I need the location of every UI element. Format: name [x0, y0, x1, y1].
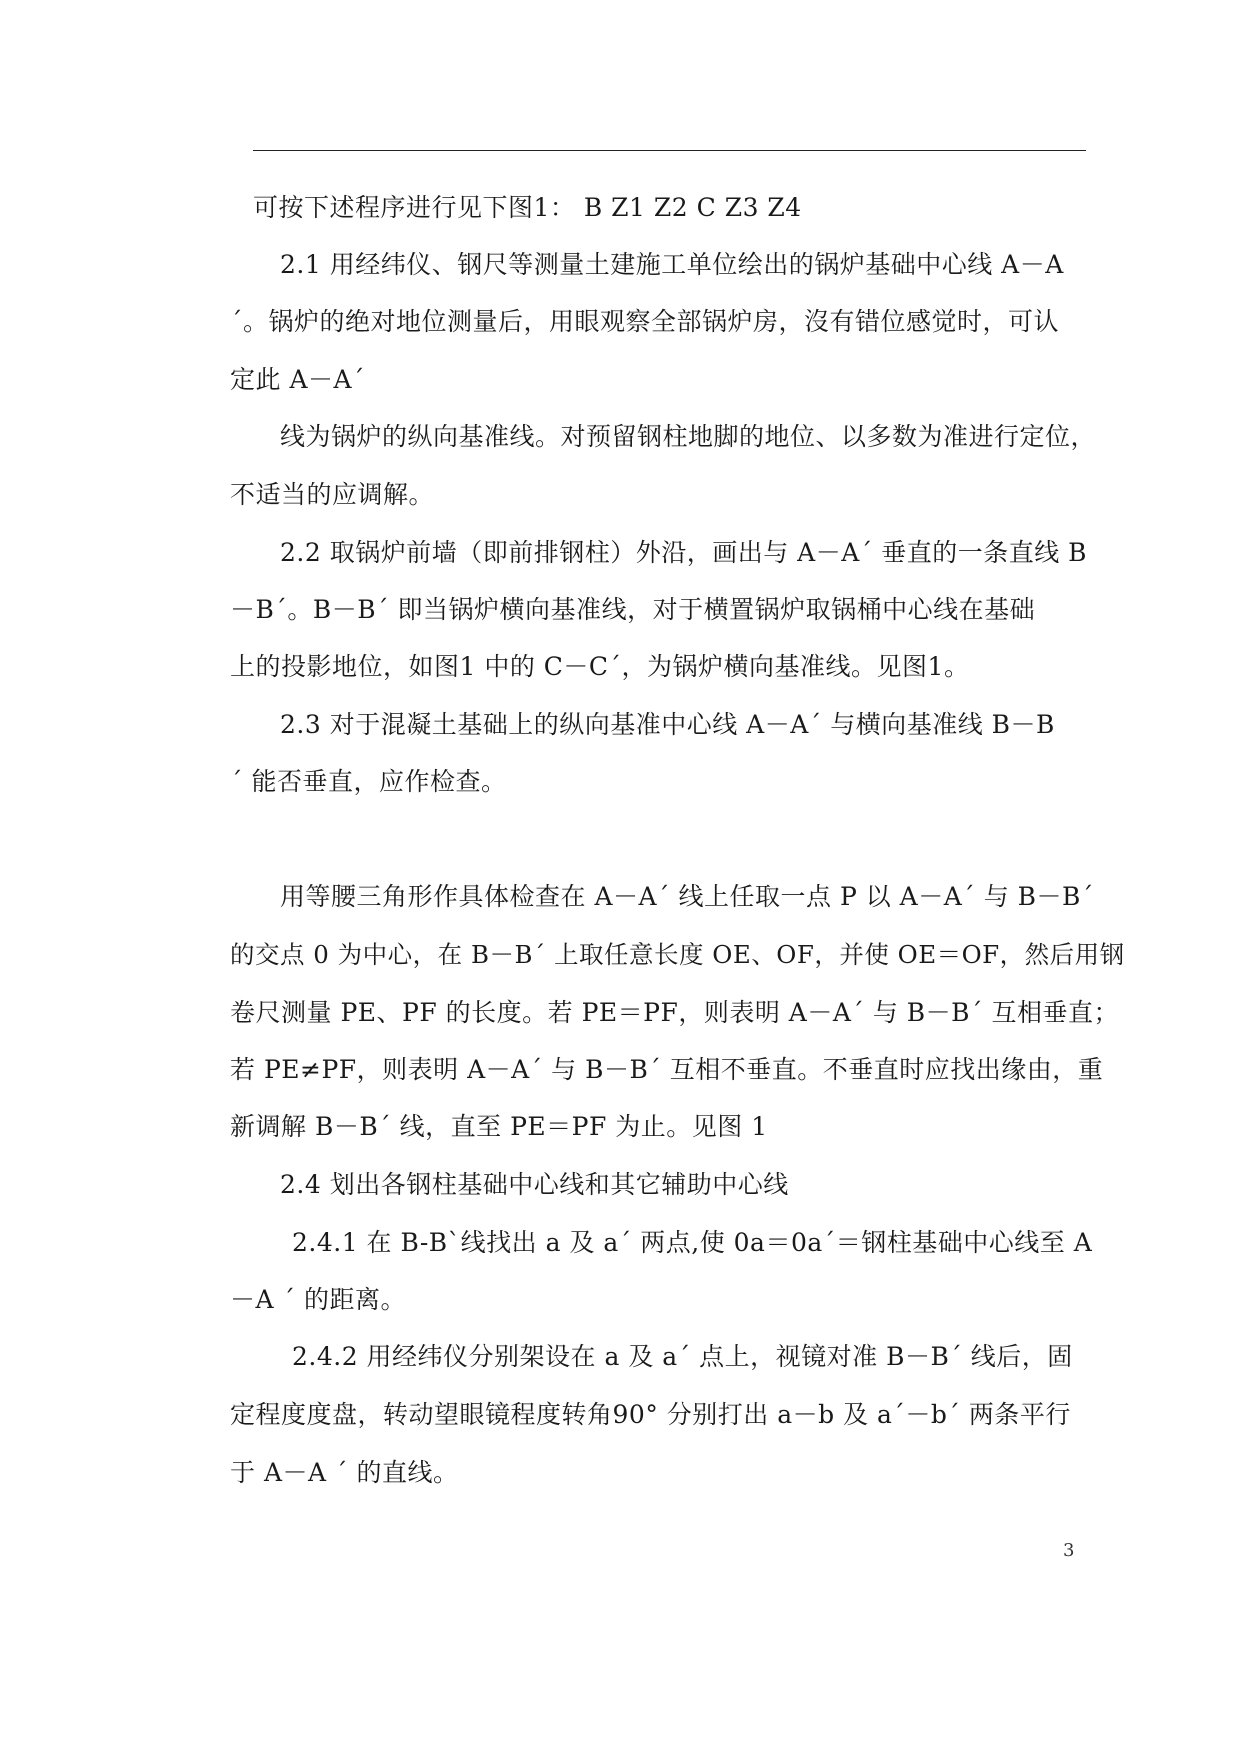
text-line: 2.4.1 在 B-B`线找出 a 及 a´ 两点,使 0a＝0a´＝钢柱基础中心线至 A: [292, 1228, 1093, 1257]
text-line: 定程度度盘，转动望眼镜程度转角90° 分别打出 a－b 及 a´－b´ 两条平行: [230, 1400, 1071, 1429]
text-line: 定此 A－A´: [230, 365, 366, 394]
text-line: 卷尺测量 PE、PF 的长度。若 PE＝PF，则表明 A－A´ 与 B－B´ 互相垂直；: [230, 998, 1119, 1027]
text-line: 上的投影地位，如图1 中的 C－C´，为锅炉横向基准线。见图1。: [230, 652, 970, 681]
text-line: －A ´ 的距离。: [230, 1285, 406, 1314]
text-line: 2.4.2 用经纬仪分别架设在 a 及 a´ 点上，视镜对准 B－B´ 线后，固: [292, 1342, 1073, 1371]
text-line: 若 PE≠PF，则表明 A－A´ 与 B－B´ 互相不垂直。不垂直时应找出缘由，重: [230, 1055, 1104, 1084]
text-line: 新调解 B－B´ 线，直至 PE＝PF 为止。见图 1: [230, 1112, 768, 1141]
text-line: －B´。B－B´ 即当锅炉横向基准线，对于横置锅炉取锅桶中心线在基础: [230, 595, 1036, 624]
text-line: 2.4 划出各钢柱基础中心线和其它辅助中心线: [280, 1170, 789, 1199]
text-line: 2.2 取锅炉前墙（即前排钢柱）外沿，画出与 A－A´ 垂直的一条直线 B: [280, 538, 1088, 567]
text-line: 用等腰三角形作具体检查在 A－A´ 线上任取一点 P 以 A－A´ 与 B－B´: [280, 882, 1094, 911]
page-number: 3: [1063, 1540, 1075, 1561]
text-line: 可按下述程序进行见下图1： B Z1 Z2 C Z3 Z4: [253, 193, 802, 222]
text-line: 2.1 用经纬仪、钢尺等测量土建施工单位绘出的锅炉基础中心线 A－A: [280, 250, 1064, 279]
text-line: 的交点 0 为中心，在 B－B´ 上取任意长度 OE、OF，并使 OE＝OF，然后用钢: [230, 940, 1125, 969]
text-line: ´。锅炉的绝对地位测量后，用眼观察全部锅炉房，沒有错位感觉时，可认: [230, 307, 1060, 336]
header-rule: [253, 150, 1086, 151]
text-line: 线为锅炉的纵向基准线。对预留钢柱地脚的地位、以多数为准进行定位，: [280, 422, 1097, 451]
text-line: 不适当的应调解。: [230, 480, 435, 509]
text-line: ´ 能否垂直，应作检查。: [230, 767, 507, 796]
text-line: 于 A－A ´ 的直线。: [230, 1458, 459, 1487]
text-line: 2.3 对于混凝土基础上的纵向基准中心线 A－A´ 与横向基准线 B－B: [280, 710, 1055, 739]
